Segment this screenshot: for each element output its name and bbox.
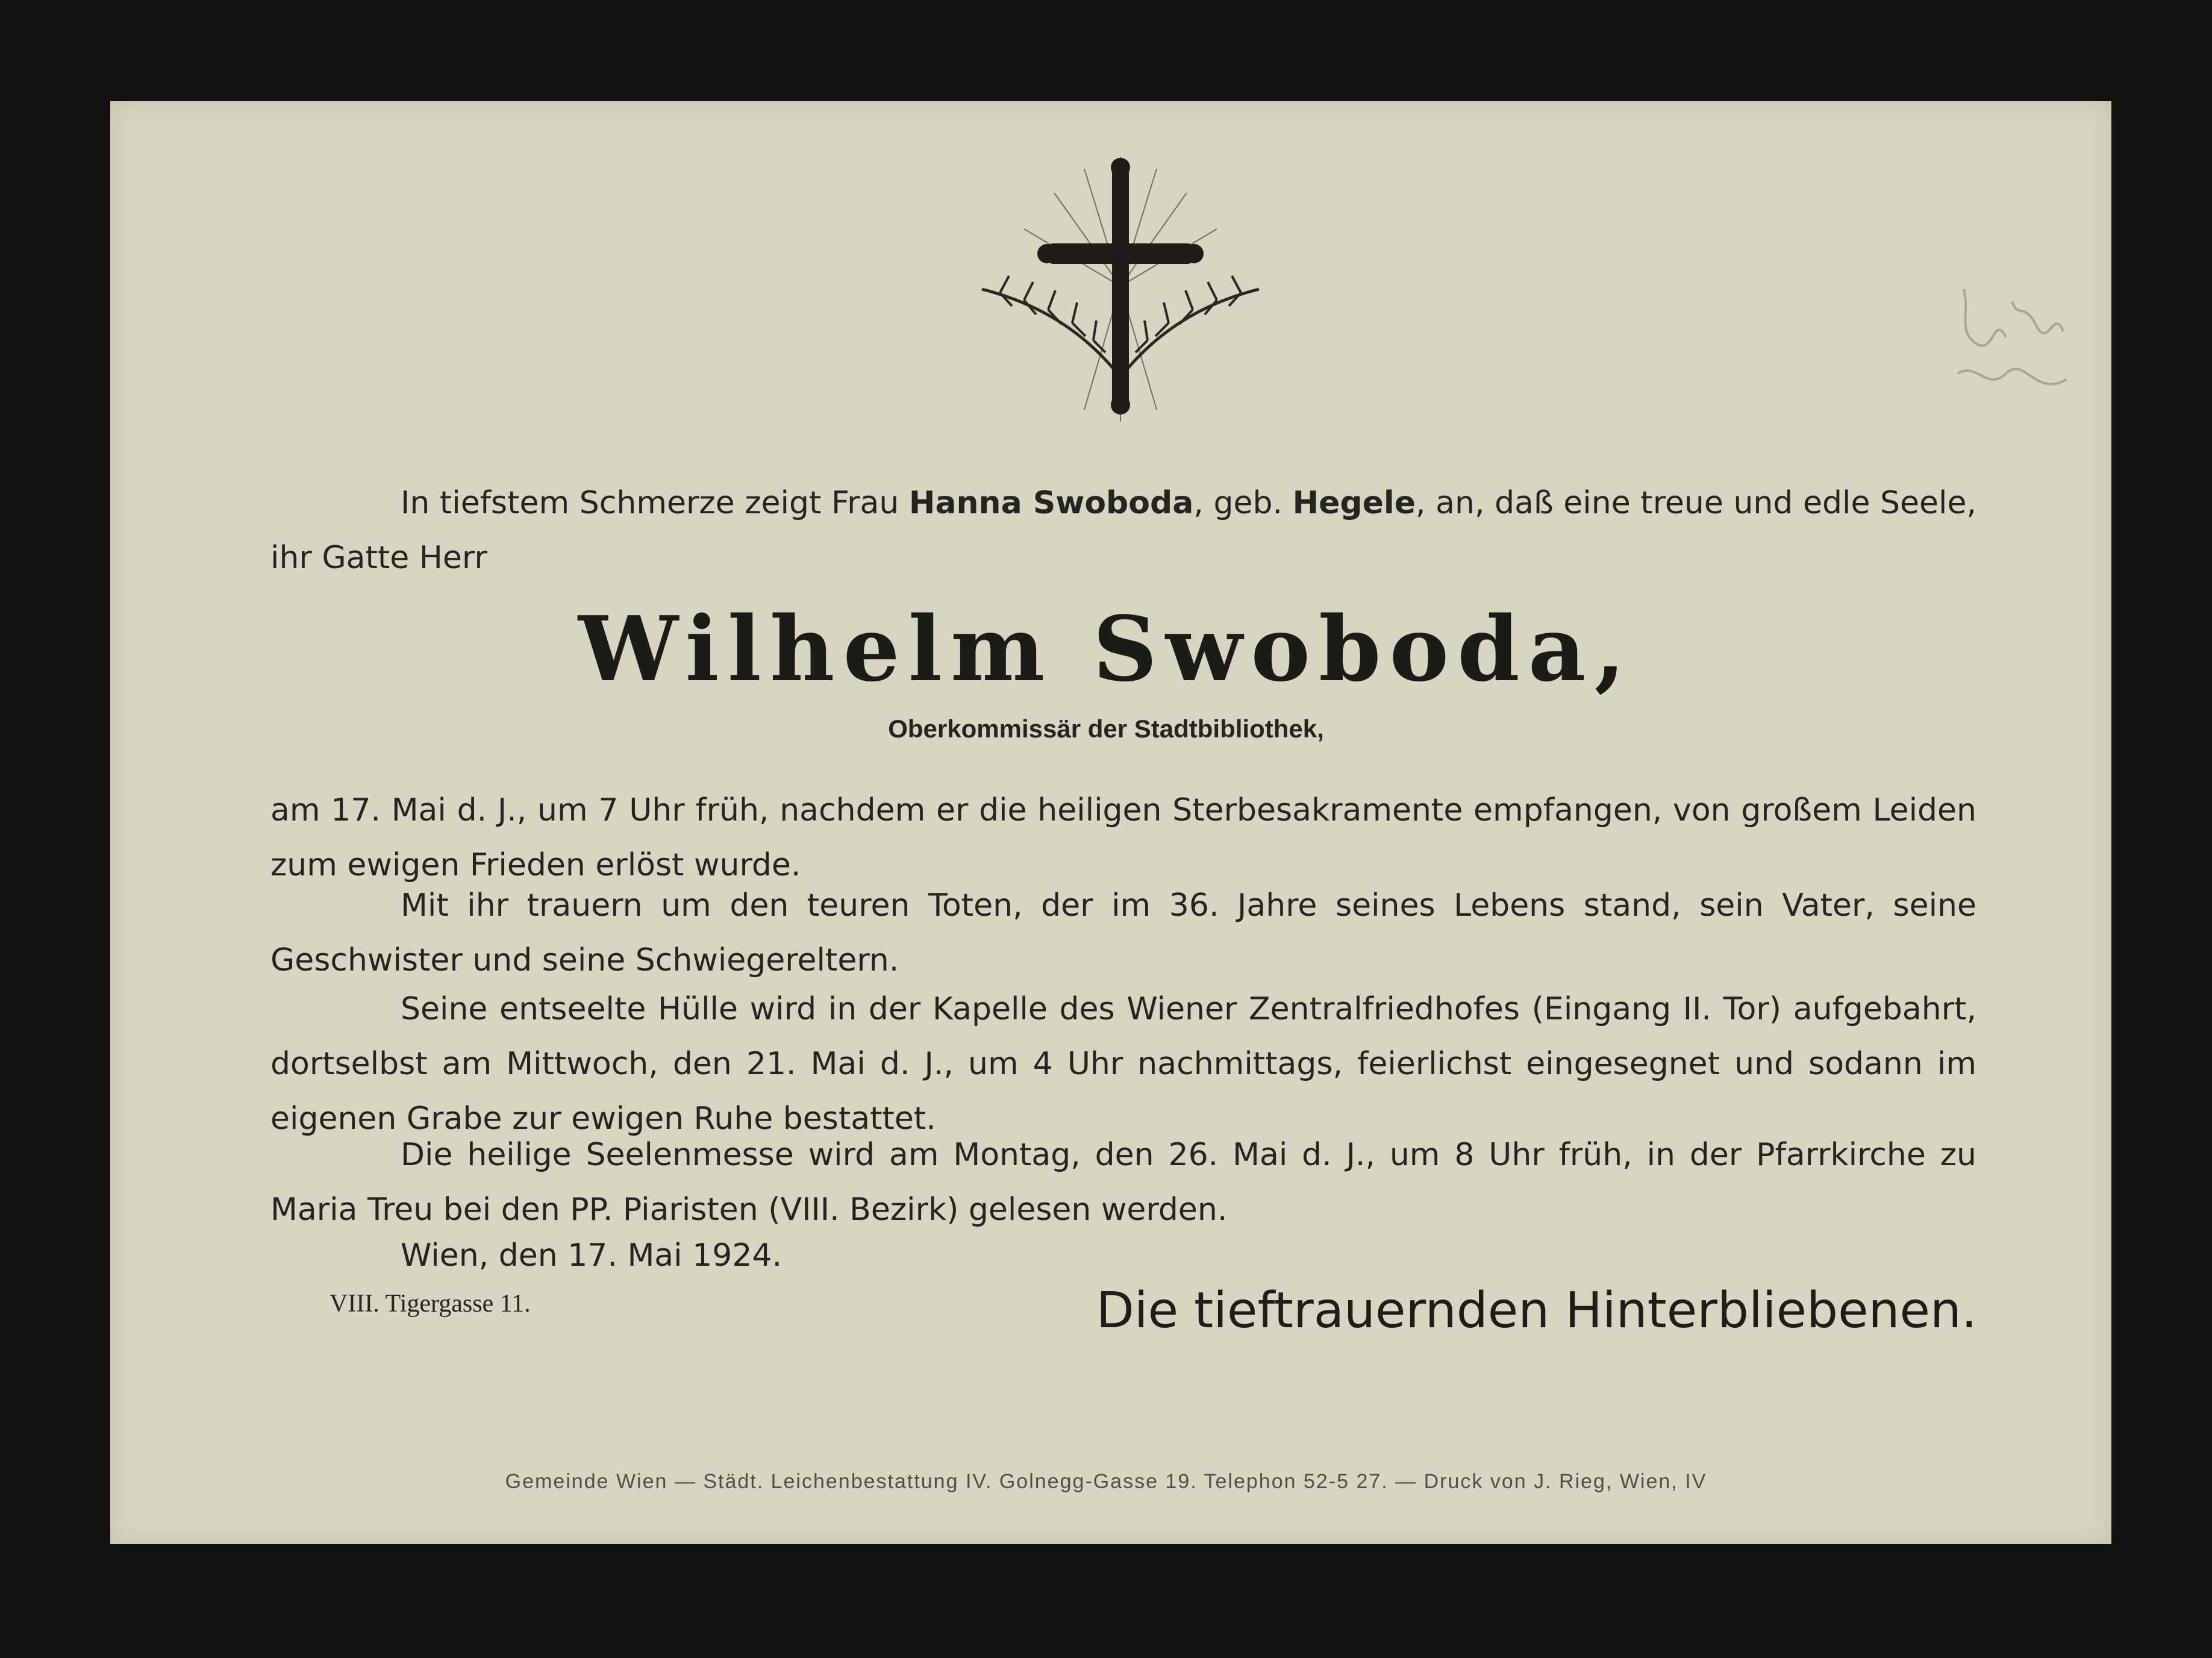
deceased-title: Oberkommissär der Stadtbibliothek, [888, 715, 1324, 743]
maiden-name: Hegele [1292, 485, 1416, 521]
deceased-name: Wilhelm Swoboda, [578, 596, 1634, 701]
place-date: Wien, den 17. Mai 1924. [401, 1237, 783, 1274]
paragraph-mourners: Mit ihr trauern um den teuren Toten, der im 36. Jahre seines Lebens stand, sein Vater, seine Geschwister und seine Schwiegereltern. [270, 887, 1976, 978]
widow-name: Hanna Swoboda [908, 485, 1194, 521]
paragraph-burial: Seine entseelte Hülle wird in der Kapelle des Wiener Zentralfriedhofes (Eingang II. Tor) aufgebahrt, dortselbst am Mittwoch, den 21. Mai d. J., um 4 Uhr nachmittags, feierlichst eingesegnet und sodann im eigenen Grabe zur ewigen Ruhe bestattet. [270, 991, 1976, 1137]
paragraph-mass: Die heilige Seelenmesse wird am Montag, den 26. Mai d. J., um 8 Uhr früh, in der Pfarrkirche zu Maria Treu bei den PP. Piaristen (VIII. Bezirk) gelesen werden. [270, 1137, 1976, 1228]
intro-text-1: In tiefstem Schmerze zeigt Frau [401, 485, 909, 521]
paragraph-death: am 17. Mai d. J., um 7 Uhr früh, nachdem er die heiligen Sterbesakramente empfangen, von großem Leiden zum ewigen Frieden erlöst wurde. [270, 792, 1976, 883]
cross-with-palm-fronds-icon [976, 145, 1265, 428]
address: VIII. Tigergasse 11. [330, 1290, 531, 1318]
intro-paragraph [270, 476, 1976, 586]
intro-text-2: , geb. [1193, 485, 1293, 521]
intro-text-3: , an, daß eine treue und edle Seele, ihr Gatte Herr [270, 485, 1977, 576]
closing-signature: Die tieftrauernden Hinterbliebenen. [1096, 1282, 1977, 1339]
pencil-marks [1952, 277, 2072, 422]
printer-footer: Gemeinde Wien — Städt. Leichenbestattung IV. Golnegg-Gasse 19. Telephon 52-5 27. — Druck von J. Rieg, Wien, IV [505, 1470, 1707, 1493]
